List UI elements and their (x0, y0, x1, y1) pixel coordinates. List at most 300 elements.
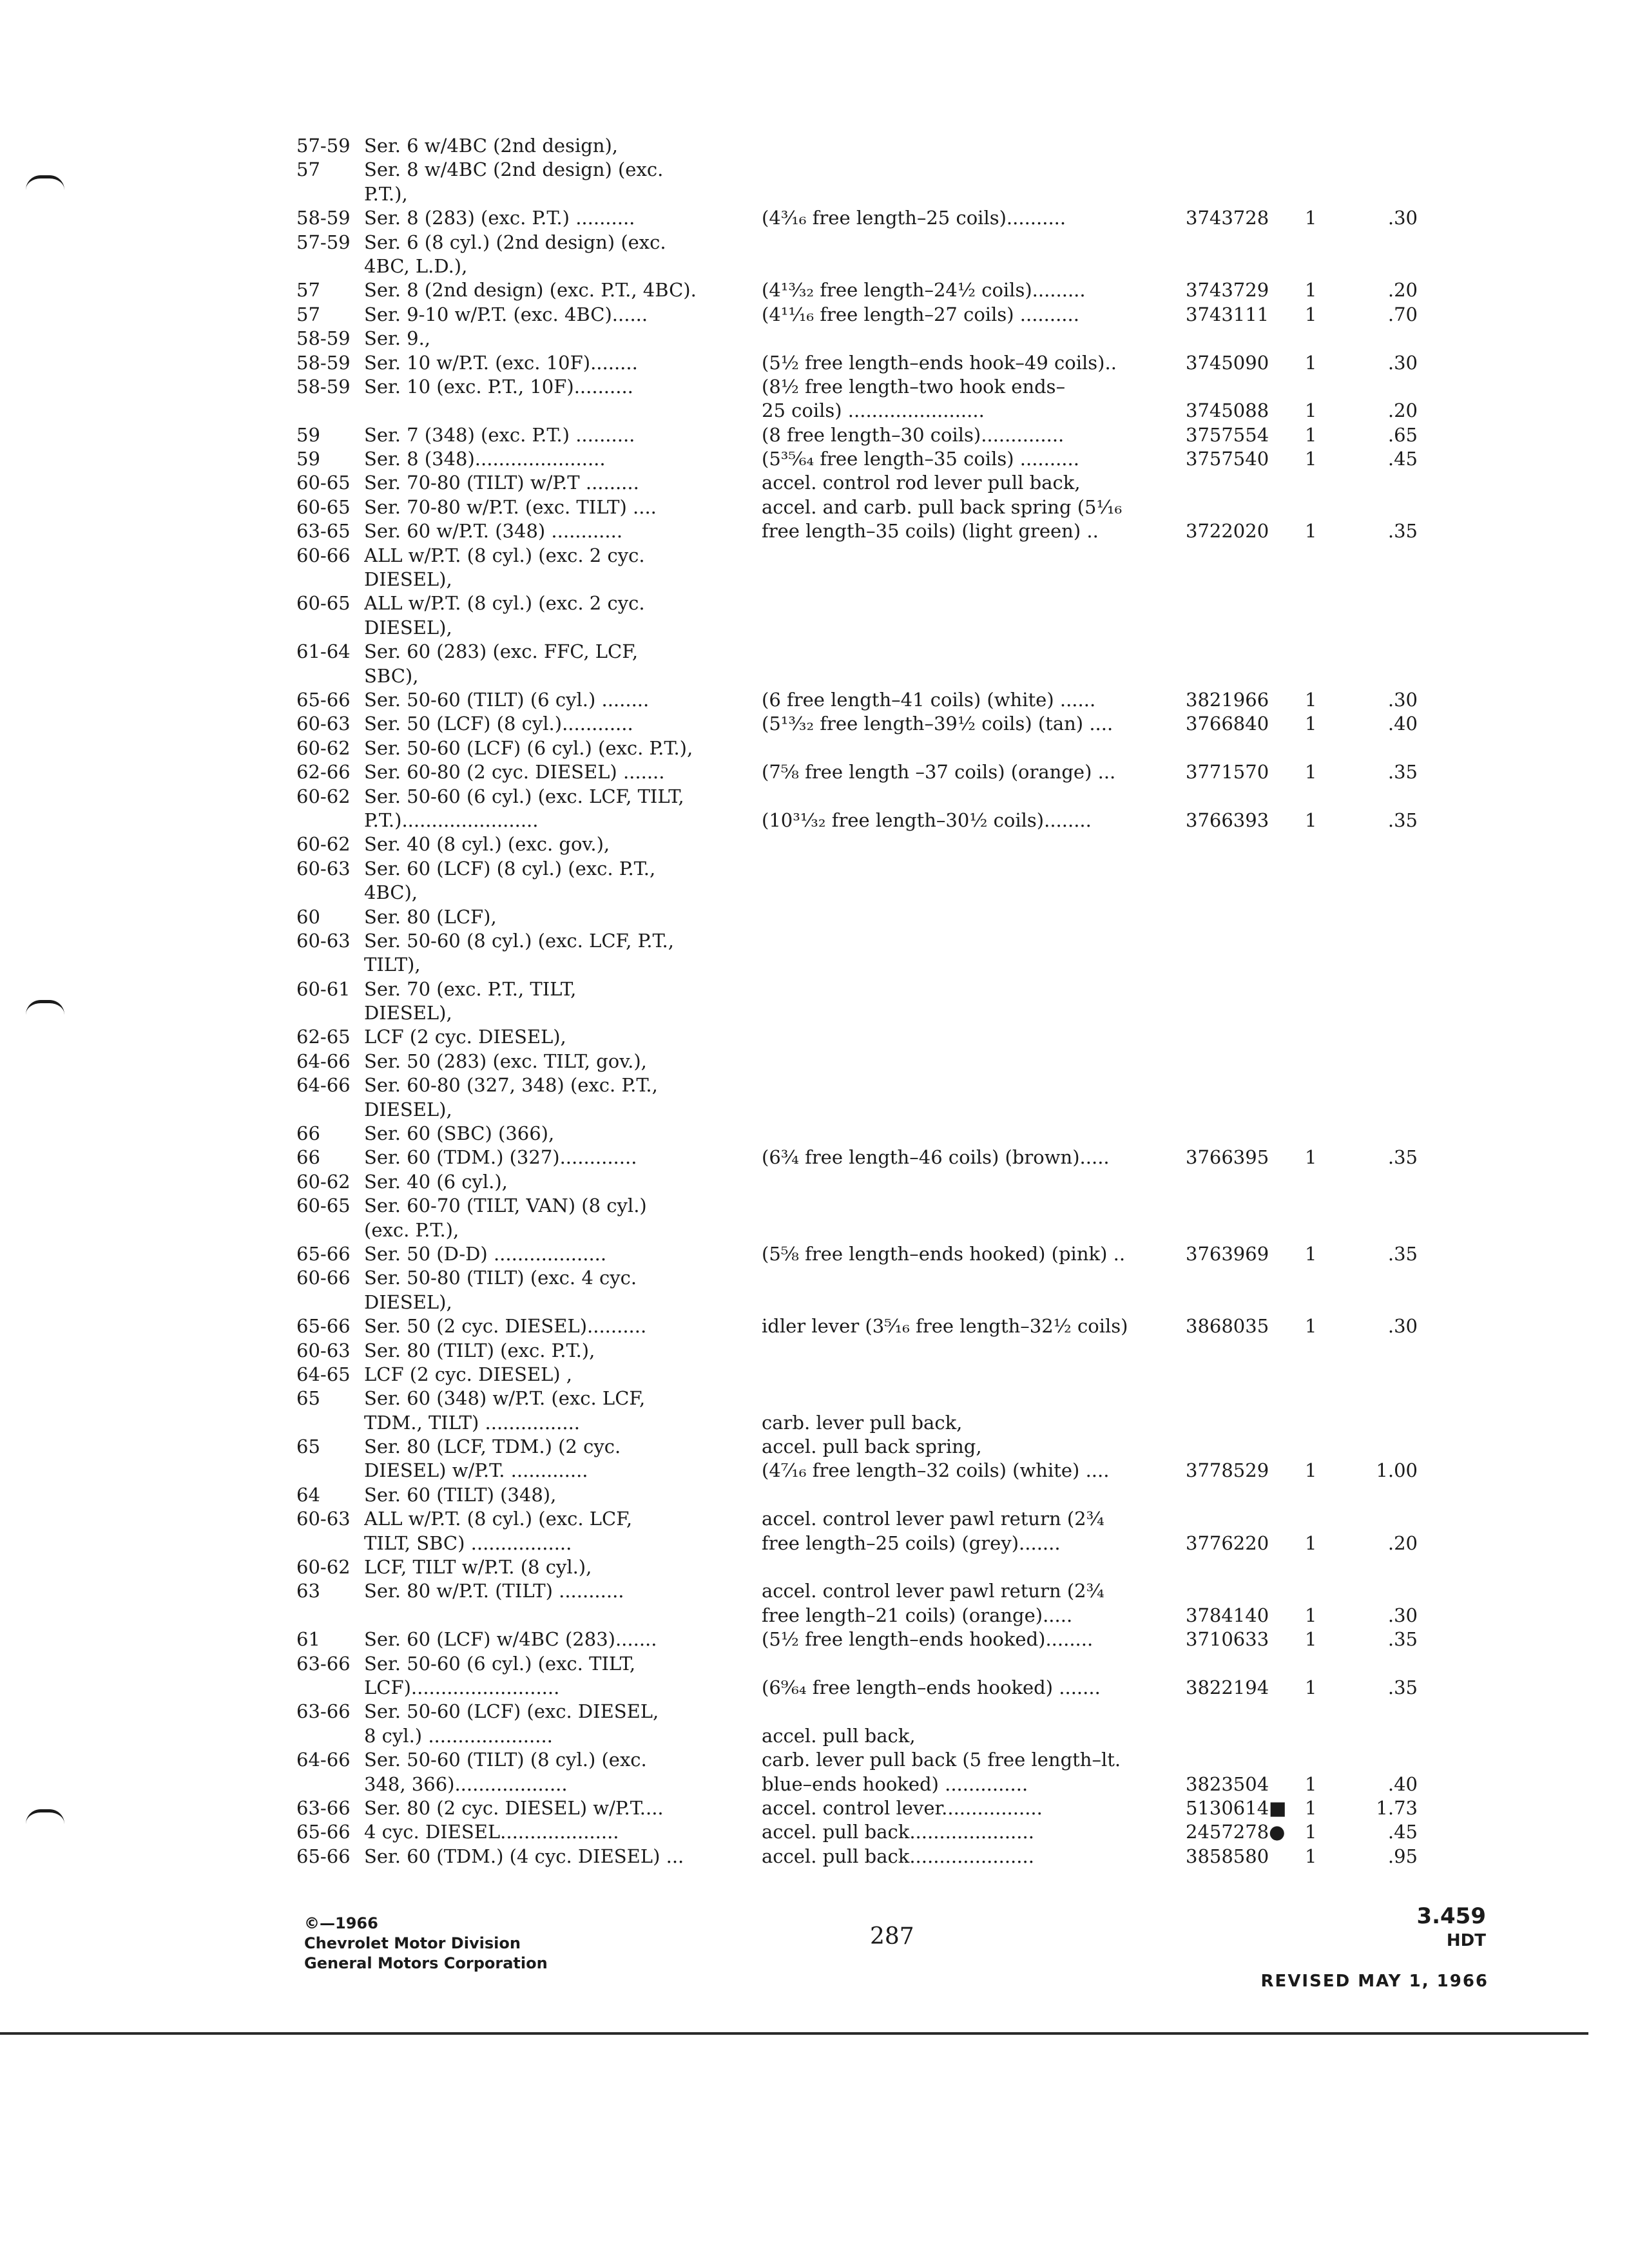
part-number: 3858580 (1186, 1845, 1269, 1867)
application: Ser. 50-60 (LCF) (6 cyl.) (exc. P.T.), (364, 736, 693, 759)
application: 8 cyl.) ..................... (364, 1724, 553, 1747)
application: Ser. 8 (348)...................... (364, 448, 606, 470)
model-year: 65-66 (296, 688, 351, 711)
description: free length–25 coils) (grey)....... (762, 1532, 1061, 1554)
binder-hole-mark-middle (26, 1000, 64, 1015)
parts-row (296, 1314, 1508, 1338)
application: Ser. 60-70 (TILT, VAN) (8 cyl.) (364, 1195, 647, 1217)
description: (7⅝ free length –37 coils) (orange) ... (762, 761, 1116, 783)
parts-row (296, 255, 1508, 278)
parts-row (296, 1218, 1508, 1242)
model-year: 60-66 (296, 544, 351, 566)
quantity: 1 (1305, 399, 1317, 422)
part-number: 2457278● (1186, 1821, 1286, 1843)
application: Ser. 60-80 (2 cyc. DIESEL) ....... (364, 761, 665, 783)
parts-row (296, 809, 1508, 832)
application: Ser. 80 (TILT) (exc. P.T.), (364, 1339, 595, 1361)
price: .35 (1387, 809, 1418, 831)
part-number: 3766395 (1186, 1146, 1269, 1169)
description: free length–35 coils) (light green) .. (762, 520, 1099, 543)
price: 1.00 (1376, 1459, 1418, 1482)
parts-row (296, 1604, 1508, 1628)
part-number: 3743728 (1186, 207, 1269, 229)
page-number: 287 (870, 1923, 914, 1950)
application: ALL w/P.T. (8 cyl.) (exc. 2 cyc. (364, 592, 645, 615)
quantity: 1 (1305, 1459, 1317, 1482)
application: Ser. 50-60 (LCF) (exc. DIESEL, (364, 1700, 659, 1723)
application: Ser. 50-60 (6 cyl.) (exc. TILT, (364, 1652, 636, 1675)
description: accel. pull back..................... (762, 1845, 1034, 1867)
application: Ser. 10 (exc. P.T., 10F).......... (364, 375, 633, 398)
application: Ser. 40 (6 cyl.), (364, 1170, 508, 1193)
parts-row (296, 1146, 1508, 1169)
parts-row (296, 1748, 1508, 1772)
parts-row (296, 1411, 1508, 1435)
price: .35 (1387, 520, 1418, 543)
description: free length–21 coils) (orange)..... (762, 1604, 1073, 1626)
parts-row (296, 158, 1508, 182)
parts-row (296, 206, 1508, 230)
parts-row (296, 1579, 1508, 1603)
parts-row (296, 1025, 1508, 1049)
part-number: 3766393 (1186, 809, 1269, 831)
part-number: 3766840 (1186, 713, 1269, 735)
parts-row (296, 1435, 1508, 1459)
part-number: 3771570 (1186, 761, 1269, 783)
application: Ser. 50-80 (TILT) (exc. 4 cyc. (364, 1267, 637, 1289)
model-year: 60-63 (296, 713, 351, 735)
parts-row (296, 1483, 1508, 1507)
application: LCF, TILT w/P.T. (8 cyl.), (364, 1556, 592, 1579)
bottom-rule (0, 2032, 1588, 2035)
quantity: 1 (1305, 809, 1317, 831)
application: (exc. P.T.), (364, 1218, 459, 1241)
model-year: 60-66 (296, 1267, 351, 1289)
part-number: 3821966 (1186, 688, 1269, 711)
application: DIESEL), (364, 1098, 452, 1120)
parts-row (296, 278, 1508, 302)
model-year: 64 (296, 1483, 320, 1506)
part-number: 3822194 (1186, 1677, 1269, 1698)
description: (6 free length–41 coils) (white) ...... (762, 688, 1096, 711)
price: .30 (1387, 1604, 1418, 1626)
application: Ser. 60 w/P.T. (348) ............ (364, 520, 623, 543)
description: carb. lever pull back (5 free length–lt. (762, 1749, 1121, 1771)
price: .30 (1387, 1315, 1418, 1338)
application: DIESEL), (364, 616, 452, 639)
model-year: 57 (296, 159, 320, 181)
model-year: 60-62 (296, 833, 351, 856)
application: 4 cyc. DIESEL.................... (364, 1821, 619, 1843)
description: (4⁷⁄₁₆ free length–32 coils) (white) .... (762, 1459, 1110, 1482)
quantity: 1 (1305, 351, 1317, 374)
price: .40 (1387, 713, 1418, 735)
application: LCF (2 cyc. DIESEL), (364, 1026, 566, 1048)
model-year: 60-61 (296, 977, 351, 1000)
parts-row (296, 134, 1508, 158)
binder-hole-mark-top (26, 175, 64, 190)
parts-row (296, 1098, 1508, 1122)
model-year: 60-62 (296, 1556, 351, 1579)
application: DIESEL) w/P.T. ............. (364, 1459, 588, 1482)
application: SBC), (364, 664, 419, 687)
application: Ser. 60 (LCF) w/4BC (283)....... (364, 1628, 657, 1651)
model-year: 64-66 (296, 1050, 351, 1072)
price: .20 (1387, 279, 1418, 302)
price: .20 (1387, 399, 1418, 422)
application: Ser. 80 (2 cyc. DIESEL) w/P.T.... (364, 1796, 664, 1819)
description: (4¹¹⁄₁₆ free length–27 coils) .......... (762, 303, 1079, 325)
parts-row (296, 712, 1508, 736)
model-year: 57 (296, 303, 320, 325)
quantity: 1 (1305, 1845, 1317, 1867)
application: Ser. 50-60 (8 cyl.) (exc. LCF, P.T., (364, 929, 674, 952)
parts-row (296, 1073, 1508, 1097)
model-year: 58-59 (296, 375, 351, 398)
quantity: 1 (1305, 688, 1317, 711)
price: .30 (1387, 688, 1418, 711)
quantity: 1 (1305, 207, 1317, 229)
application: 4BC), (364, 881, 418, 904)
model-year: 61 (296, 1628, 320, 1651)
description: (5½ free length–ends hook–49 coils).. (762, 351, 1117, 374)
price: .65 (1387, 423, 1418, 446)
part-number: 3743729 (1186, 279, 1269, 302)
application: P.T.), (364, 182, 408, 205)
parts-row (296, 1820, 1508, 1844)
model-year: 60-65 (296, 495, 351, 518)
quantity: 1 (1305, 520, 1317, 543)
application: DIESEL), (364, 1291, 452, 1313)
model-year: 63-66 (296, 1700, 351, 1723)
application: Ser. 70-80 w/P.T. (exc. TILT) .... (364, 495, 657, 518)
quantity: 1 (1305, 1604, 1317, 1626)
application: Ser. 60 (283) (exc. FFC, LCF, (364, 640, 639, 663)
model-year: 64-66 (296, 1749, 351, 1771)
parts-row (296, 664, 1508, 688)
price: 1.73 (1376, 1796, 1418, 1819)
model-year: 60-62 (296, 1170, 351, 1193)
description: (8½ free length–two hook ends– (762, 375, 1066, 398)
application: Ser. 80 (LCF, TDM.) (2 cyc. (364, 1436, 621, 1458)
application: Ser. 8 w/4BC (2nd design) (exc. (364, 159, 664, 181)
model-year: 60-65 (296, 472, 351, 494)
price: .95 (1387, 1845, 1418, 1867)
parts-row (296, 399, 1508, 423)
description: accel. control lever pawl return (2¾ (762, 1580, 1104, 1602)
quantity: 1 (1305, 1628, 1317, 1651)
model-year: 66 (296, 1122, 320, 1145)
parts-row (296, 1122, 1508, 1146)
parts-row (296, 977, 1508, 1001)
description: (5¹³⁄₃₂ free length–39½ coils) (tan) .... (762, 713, 1113, 735)
parts-row (296, 736, 1508, 760)
part-number: 3778529 (1186, 1459, 1269, 1482)
model-year: 65 (296, 1436, 320, 1458)
model-year: 62-65 (296, 1026, 351, 1048)
quantity: 1 (1305, 1796, 1317, 1819)
parts-row (296, 303, 1508, 327)
price: .35 (1387, 1146, 1418, 1169)
price: .35 (1387, 1242, 1418, 1265)
model-year: 60-63 (296, 1508, 351, 1530)
part-number: 3722020 (1186, 520, 1269, 543)
description: accel. control lever................. (762, 1796, 1043, 1819)
parts-row (296, 447, 1508, 471)
application: Ser. 60-80 (327, 348) (exc. P.T., (364, 1074, 658, 1097)
description: blue–ends hooked) .............. (762, 1773, 1028, 1795)
parts-row (296, 953, 1508, 977)
model-year: 60 (296, 905, 320, 928)
part-number: 3743111 (1186, 303, 1269, 325)
parts-row (296, 1339, 1508, 1363)
description: (4³⁄₁₆ free length–25 coils).......... (762, 207, 1066, 229)
application: TILT, SBC) ................. (364, 1532, 572, 1554)
model-year: 57 (296, 279, 320, 302)
description: (6¾ free length–46 coils) (brown)..... (762, 1146, 1110, 1169)
application: ALL w/P.T. (8 cyl.) (exc. LCF, (364, 1508, 633, 1530)
part-number: 3757554 (1186, 423, 1269, 446)
parts-row (296, 471, 1508, 495)
part-number: 3757540 (1186, 448, 1269, 470)
part-number: 3745088 (1186, 399, 1269, 422)
application: TILT), (364, 954, 421, 976)
model-year: 58-59 (296, 207, 351, 229)
parts-row (296, 832, 1508, 856)
description: (8 free length–30 coils).............. (762, 423, 1065, 446)
price: .45 (1387, 448, 1418, 470)
application: Ser. 50-60 (TILT) (6 cyl.) ........ (364, 688, 650, 711)
parts-row (296, 1050, 1508, 1073)
revised-date: REVISED MAY 1, 1966 (1260, 1972, 1489, 1991)
parts-row (296, 1845, 1508, 1869)
copyright-line: ©—1966 (304, 1914, 378, 1932)
parts-row (296, 688, 1508, 712)
binder-hole-mark-bottom (26, 1809, 64, 1824)
parts-row (296, 1170, 1508, 1194)
model-year: 60-63 (296, 1339, 351, 1361)
description: accel. control rod lever pull back, (762, 472, 1081, 494)
parts-row (296, 1291, 1508, 1314)
parts-row (296, 1266, 1508, 1290)
price: .45 (1387, 1821, 1418, 1843)
application: Ser. 60 (SBC) (366), (364, 1122, 555, 1145)
model-year: 62-66 (296, 761, 351, 783)
model-year: 57-59 (296, 135, 351, 157)
model-year: 65-66 (296, 1242, 351, 1265)
description: (10³¹⁄₃₂ free length–30½ coils)........ (762, 809, 1092, 831)
application: Ser. 80 w/P.T. (TILT) ........... (364, 1580, 624, 1602)
quantity: 1 (1305, 279, 1317, 302)
parts-row (296, 881, 1508, 905)
price: .70 (1387, 303, 1418, 325)
quantity: 1 (1305, 1242, 1317, 1265)
model-year: 60-63 (296, 929, 351, 952)
description: (4¹³⁄₃₂ free length–24½ coils)......... (762, 279, 1086, 302)
application: Ser. 60 (TDM.) (4 cyc. DIESEL) ... (364, 1845, 684, 1867)
quantity: 1 (1305, 448, 1317, 470)
parts-row (296, 182, 1508, 206)
quantity: 1 (1305, 713, 1317, 735)
parts-row (296, 495, 1508, 519)
model-year: 65 (296, 1387, 320, 1410)
application: Ser. 6 w/4BC (2nd design), (364, 135, 618, 157)
part-number: 5130614■ (1186, 1796, 1287, 1819)
price: .20 (1387, 1532, 1418, 1554)
application: Ser. 50 (D-D) ................... (364, 1242, 607, 1265)
part-number: 3868035 (1186, 1315, 1269, 1338)
application: Ser. 50 (283) (exc. TILT, gov.), (364, 1050, 647, 1072)
application: Ser. 9., (364, 327, 431, 350)
application: LCF)......................... (364, 1677, 560, 1698)
parts-row (296, 1555, 1508, 1579)
description: (6⁹⁄₆₄ free length–ends hooked) ....... (762, 1677, 1101, 1698)
parts-row (296, 1724, 1508, 1748)
application: 4BC, L.D.), (364, 255, 468, 277)
model-year: 64-66 (296, 1074, 351, 1097)
model-year: 65-66 (296, 1315, 351, 1338)
price: .35 (1387, 1628, 1418, 1651)
description: accel. pull back, (762, 1724, 916, 1747)
division-name: Chevrolet Motor Division (304, 1934, 521, 1952)
model-year: 63-66 (296, 1796, 351, 1819)
model-year: 58-59 (296, 351, 351, 374)
quantity: 1 (1305, 1146, 1317, 1169)
parts-row (296, 1001, 1508, 1025)
description: 25 coils) ....................... (762, 399, 985, 422)
description: accel. and carb. pull back spring (5¹⁄₁₆ (762, 495, 1123, 518)
parts-row (296, 929, 1508, 953)
application: P.T.)....................... (364, 809, 539, 831)
parts-row (296, 640, 1508, 664)
parts-row (296, 1700, 1508, 1724)
model-year: 64-65 (296, 1363, 351, 1385)
application: Ser. 70-80 (TILT) w/P.T ......... (364, 472, 639, 494)
quantity: 1 (1305, 303, 1317, 325)
description: accel. pull back spring, (762, 1436, 982, 1458)
application: Ser. 50-60 (TILT) (8 cyl.) (exc. (364, 1749, 647, 1771)
parts-row (296, 375, 1508, 399)
section-tag: HDT (1446, 1931, 1486, 1950)
parts-row (296, 568, 1508, 591)
part-number: 3763969 (1186, 1242, 1269, 1265)
model-year: 57-59 (296, 231, 351, 253)
model-year: 60-65 (296, 1195, 351, 1217)
parts-row (296, 519, 1508, 543)
parts-row (296, 857, 1508, 881)
parts-row (296, 785, 1508, 809)
application: Ser. 60 (LCF) (8 cyl.) (exc. P.T., (364, 857, 656, 879)
section-block (1416, 1904, 1486, 1953)
application: 348, 366)................... (364, 1773, 568, 1795)
parts-row (296, 1676, 1508, 1700)
part-number: 3823504 (1186, 1773, 1269, 1795)
parts-row (296, 1363, 1508, 1387)
quantity: 1 (1305, 1773, 1317, 1795)
section-number: 3.459 (1416, 1903, 1486, 1929)
description: idler lever (3⁵⁄₁₆ free length–32½ coils) (762, 1315, 1128, 1338)
description: accel. control lever pawl return (2¾ (762, 1508, 1104, 1530)
parts-row (296, 905, 1508, 929)
parts-row (296, 1532, 1508, 1555)
application: Ser. 9-10 w/P.T. (exc. 4BC)...... (364, 303, 648, 325)
parts-row (296, 760, 1508, 784)
model-year: 63-65 (296, 520, 351, 543)
description: accel. pull back..................... (762, 1821, 1034, 1843)
application: TDM., TILT) ................ (364, 1411, 581, 1434)
model-year: 59 (296, 448, 320, 470)
parts-list (296, 134, 1508, 1869)
model-year: 66 (296, 1146, 320, 1169)
parts-row (296, 591, 1508, 615)
parts-row (296, 1652, 1508, 1676)
application: Ser. 10 w/P.T. (exc. 10F)........ (364, 351, 638, 374)
part-number: 3776220 (1186, 1532, 1269, 1554)
model-year: 60-63 (296, 857, 351, 879)
parts-row (296, 1796, 1508, 1820)
application: Ser. 6 (8 cyl.) (2nd design) (exc. (364, 231, 666, 253)
parts-row (296, 1773, 1508, 1796)
model-year: 63-66 (296, 1652, 351, 1675)
quantity: 1 (1305, 1315, 1317, 1338)
parts-row (296, 1387, 1508, 1410)
parts-row (296, 1242, 1508, 1266)
price: .35 (1387, 1677, 1418, 1698)
application: Ser. 40 (8 cyl.) (exc. gov.), (364, 833, 610, 856)
model-year: 59 (296, 423, 320, 446)
parts-row (296, 1459, 1508, 1483)
application: LCF (2 cyc. DIESEL) , (364, 1363, 572, 1385)
price: .35 (1387, 761, 1418, 783)
parts-row (296, 327, 1508, 351)
parts-row (296, 1628, 1508, 1651)
quantity: 1 (1305, 1532, 1317, 1554)
application: Ser. 8 (283) (exc. P.T.) .......... (364, 207, 635, 229)
application: Ser. 60 (TILT) (348), (364, 1483, 557, 1506)
parts-row (296, 616, 1508, 640)
model-year: 60-65 (296, 592, 351, 615)
model-year: 63 (296, 1580, 320, 1602)
quantity: 1 (1305, 1677, 1317, 1698)
application: Ser. 70 (exc. P.T., TILT, (364, 977, 577, 1000)
copyright-block (304, 1914, 548, 1974)
price: .30 (1387, 207, 1418, 229)
model-year: 60-62 (296, 785, 351, 807)
description: carb. lever pull back, (762, 1411, 963, 1434)
price: .40 (1387, 1773, 1418, 1795)
model-year: 61-64 (296, 640, 351, 663)
corporation-name: General Motors Corporation (304, 1954, 548, 1972)
application: Ser. 50-60 (6 cyl.) (exc. LCF, TILT, (364, 785, 684, 807)
price: .30 (1387, 351, 1418, 374)
model-year: 65-66 (296, 1821, 351, 1843)
application: DIESEL), (364, 568, 452, 591)
part-number: 3710633 (1186, 1628, 1269, 1651)
part-number: 3745090 (1186, 351, 1269, 374)
parts-row (296, 544, 1508, 568)
application: Ser. 80 (LCF), (364, 905, 497, 928)
parts-row (296, 1507, 1508, 1531)
quantity: 1 (1305, 423, 1317, 446)
quantity: 1 (1305, 1821, 1317, 1843)
application: Ser. 8 (2nd design) (exc. P.T., 4BC). (364, 279, 697, 302)
application: ALL w/P.T. (8 cyl.) (exc. 2 cyc. (364, 544, 645, 566)
application: Ser. 50 (LCF) (8 cyl.)............ (364, 713, 633, 735)
application: Ser. 50 (2 cyc. DIESEL).......... (364, 1315, 647, 1338)
model-year: 60-62 (296, 736, 351, 759)
description: (5³⁵⁄₆₄ free length–35 coils) .......... (762, 448, 1079, 470)
parts-row (296, 423, 1508, 447)
